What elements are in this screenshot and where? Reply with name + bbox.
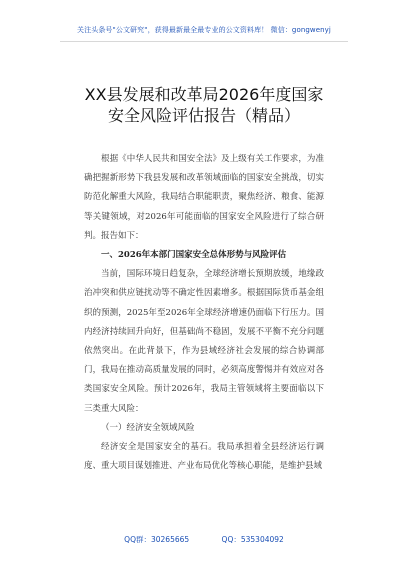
subsection-heading-1: （一）经济安全领域风险: [101, 422, 195, 433]
footer-contact: [0, 534, 408, 545]
footer-qq[interactable]: QQ：535304092: [221, 535, 284, 544]
header-banner[interactable]: 关注头条号"公文研究"，获得最新最全最专业的公文资料库！ 微信：gongwenyj: [77, 26, 331, 34]
document-body: [84, 150, 324, 476]
footer-qq-group[interactable]: QQ群：30265665: [124, 535, 190, 544]
section-paragraph-1: 当前，国际环境日趋复杂，全球经济增长预期放缓，地缘政治冲突和供应链扰动等不确定性因素增多。根据国际货币基金组织的预测，2025年至2026年全球经济增速仍面临下行压力。国内经济持续回升向好，但基础尚不稳固，发展不平衡不充分问题依然突出。在此背景下，作为县域经济社会发展的综合协调部门，我局在推动高质量发展的同时，必须高度警惕并有效应对各类国家安全风险。预计2026年，我局主管领域将主要面临以下三类重大风险：: [84, 269, 324, 414]
title-line-1: XX县发展和改革局2026年度国家: [84, 85, 324, 104]
header-divider: [60, 41, 348, 42]
intro-paragraph: 根据《中华人民共和国安全法》及上级有关工作要求，为准确把握新形势下我县发展和改革领域面临的国家安全挑战，切实防范化解重大风险，我局结合职能职责，聚焦经济、粮食、能源等关键领域，对2026年可能面临的国家安全风险进行了综合研判。报告如下：: [84, 154, 324, 241]
subsection-paragraph-1: 经济安全是国家安全的基石。我局承担着全县经济运行调度、重大项目谋划推进、产业布局优化等核心职能，是维护县域: [84, 442, 324, 472]
section-heading-1: 一、2026年本部门国家安全总体形势与风险评估: [101, 250, 287, 261]
title-line-2: 安全风险评估报告（精品）: [107, 106, 300, 125]
document-title: [0, 84, 408, 126]
